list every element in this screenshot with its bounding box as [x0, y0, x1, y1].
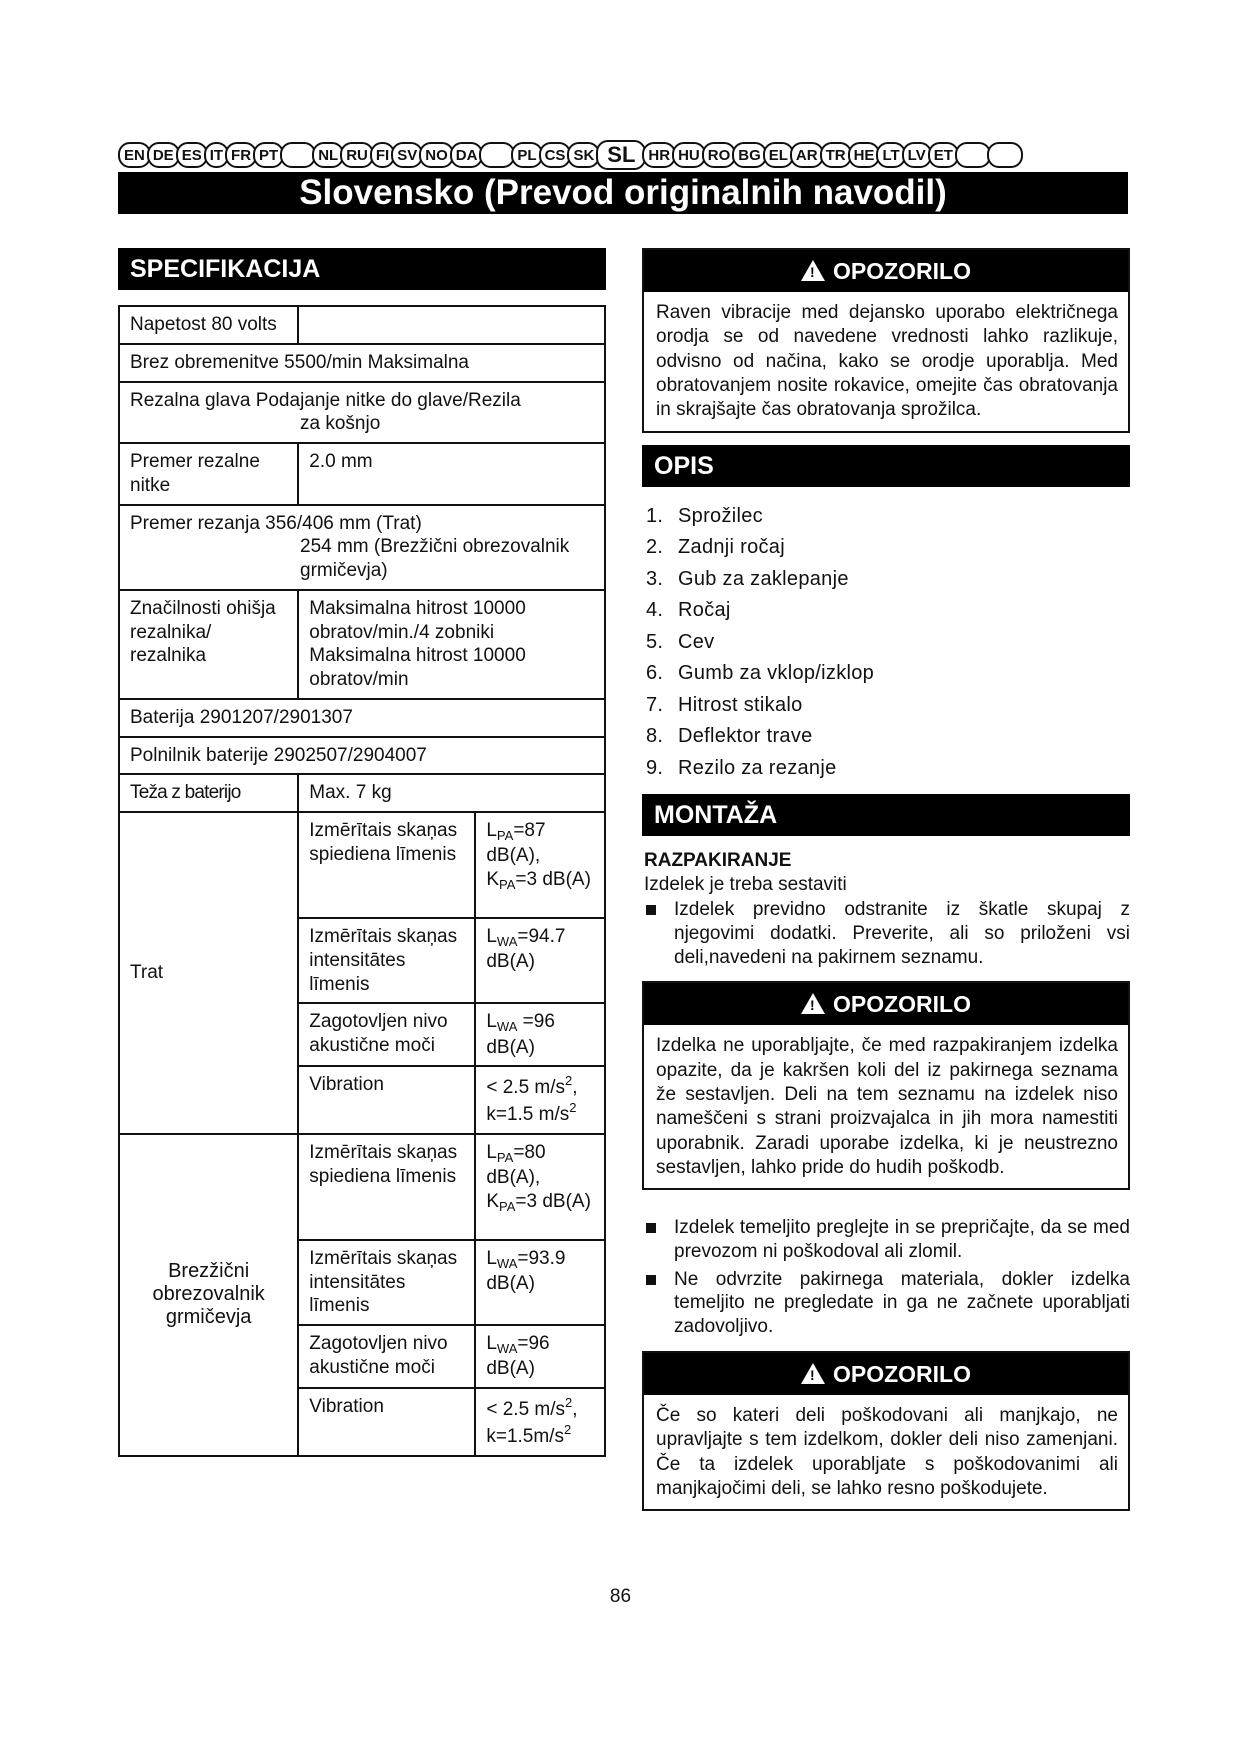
unpacking-subheading: RAZPAKIRANJE	[644, 850, 792, 872]
language-tab-el[interactable]: EL	[763, 142, 794, 168]
item-number: 4.	[646, 599, 664, 622]
spec-label: Napetost 80 volts	[119, 306, 298, 344]
warning-header	[644, 1353, 1128, 1395]
spec-label: Premer rezalne nitke	[119, 443, 298, 505]
unpacking-list	[642, 898, 1130, 969]
vibration-value: < 2.5 m/s	[486, 1399, 566, 1420]
noise-subscript: WA	[496, 934, 518, 949]
list-item: Izdelek temeljito preglejte in se prepričajte, da se med prevozom ni poškodoval ali zlomil.	[642, 1216, 1130, 1264]
language-tab-hr[interactable]: HR	[642, 142, 676, 168]
list-item	[646, 721, 1130, 753]
noise-subscript: WA	[496, 1019, 518, 1035]
spec-row	[119, 590, 605, 699]
noise-value-text: =3 dB(A)	[515, 1190, 591, 1212]
warning-box-assembly	[642, 981, 1130, 1190]
spec-label	[119, 382, 605, 444]
language-tab-et[interactable]: ET	[928, 142, 959, 168]
spec-table	[118, 305, 606, 1457]
warning-header	[644, 250, 1128, 292]
noise-param: Vibration	[298, 1066, 475, 1134]
noise-value	[475, 1325, 605, 1388]
language-tab-de[interactable]: DE	[147, 142, 180, 168]
item-label: Hitrost stikalo	[678, 693, 803, 716]
vibration-value: < 2.5 m/s	[486, 1077, 566, 1099]
language-tab-ru[interactable]: RU	[340, 142, 374, 168]
spec-row	[119, 443, 605, 505]
superscript: 2	[565, 1395, 573, 1410]
noise-value	[475, 1003, 605, 1066]
group-label-trimmer: Brezžični obrezovalnik grmičevja	[119, 1134, 298, 1456]
noise-param: Izmērītais skaņas spiediena līmenis	[298, 812, 475, 918]
noise-param: Vibration	[298, 1388, 475, 1456]
list-item	[646, 658, 1130, 690]
item-number: 6.	[646, 662, 664, 685]
noise-symbol: L	[486, 820, 497, 841]
noise-subscript: PA	[499, 877, 516, 892]
warning-box-damage	[642, 1351, 1130, 1511]
language-tab-blank[interactable]	[280, 142, 316, 168]
warning-icon: !	[801, 993, 825, 1014]
language-tab-ro[interactable]: RO	[702, 142, 737, 168]
noise-value	[475, 918, 605, 1003]
noise-value-text: =94.7 dB(A)	[486, 926, 566, 973]
inspection-list	[642, 1216, 1130, 1339]
noise-symbol: L	[486, 926, 497, 947]
spec-row	[119, 344, 605, 382]
noise-subscript: PA	[496, 1149, 514, 1165]
noise-param: Zagotovljen nivo akustične moči	[298, 1003, 475, 1066]
item-label: Zadnji ročaj	[678, 536, 785, 559]
spec-row	[119, 737, 605, 775]
language-tab-fr[interactable]: FR	[225, 142, 257, 168]
warning-icon: !	[801, 1363, 825, 1384]
spec-row	[119, 382, 605, 444]
noise-symbol: L	[486, 1011, 497, 1033]
noise-subscript: WA	[496, 1255, 518, 1271]
noise-value-text: =96 dB(A)	[486, 1333, 550, 1380]
vibration-k: k=1.5 m/s	[486, 1104, 570, 1125]
spec-label	[119, 505, 605, 590]
spec-row	[119, 505, 605, 590]
noise-value	[475, 812, 605, 918]
spec-label: Baterija 2901207/2901307	[119, 699, 605, 737]
list-item	[646, 564, 1130, 596]
language-tab-en[interactable]: EN	[118, 142, 151, 168]
parts-list	[646, 501, 1130, 785]
spec-value: Max. 7 kg	[298, 774, 605, 812]
list-item	[646, 753, 1130, 785]
noise-subscript: PA	[499, 1198, 516, 1214]
spec-value: 254 mm (Brezžični obrezovalnik grmičevja)	[300, 536, 570, 581]
spec-row	[119, 699, 605, 737]
warning-header	[644, 983, 1128, 1025]
right-column	[642, 248, 1130, 1511]
noise-subscript: WA	[496, 1341, 518, 1356]
montaza-heading: MONTAŽA	[642, 794, 1130, 836]
warning-text: Izdelka ne uporabljajte, če med razpakiranjem izdelka opazite, da je kakršen koli del iz pakirnega seznama že sestavljen. Deli na tem seznamu na izdelek niso nameščeni s strani proizvajalca in jih mora namestiti uporabnik. Zaradi uporabe izdelka, ki je neustrezno sestavljen, lahko pride do hudih poškodb.	[656, 1035, 1118, 1178]
spec-row	[119, 774, 605, 812]
item-number: 8.	[646, 725, 664, 748]
language-tab-bg[interactable]: BG	[732, 142, 767, 168]
spec-section	[118, 248, 606, 290]
item-label: Sprožilec	[678, 504, 763, 527]
language-tab-cs[interactable]: CS	[539, 142, 572, 168]
noise-symbol: L	[486, 1333, 497, 1354]
spec-value	[298, 306, 605, 344]
list-item: Ne odvrzite pakirnega materiala, dokler izdelka temeljito ne pregledate in ga ne začnete uporabljati zadovoljivo.	[642, 1268, 1130, 1339]
noise-param: Izmērītais skaņas spiediena līmenis	[298, 1134, 475, 1240]
noise-symbol: K	[486, 1190, 500, 1212]
noise-param: Izmērītais skaņas intensitātes līmenis	[298, 1240, 475, 1325]
item-label: Deflektor trave	[678, 725, 813, 748]
spec-label: Teža z baterijo	[119, 774, 298, 812]
language-tab-ar[interactable]: AR	[790, 142, 824, 168]
spec-label: Značilnosti ohišja rezalnika/ rezalnika	[119, 590, 298, 699]
spec-value: Maksimalna hitrost 10000 obratov/min./4 zobniki Maksimalna hitrost 10000 obratov/min	[298, 590, 605, 699]
item-number: 9.	[646, 756, 664, 779]
language-tab-sv[interactable]: SV	[391, 142, 423, 168]
language-tab-da[interactable]: DA	[450, 142, 484, 168]
noise-param: Zagotovljen nivo akustične moči	[298, 1325, 475, 1388]
page-title: Slovensko (Prevod originalnih navodil)	[118, 172, 1128, 214]
spec-heading: SPECIFIKACIJA	[118, 248, 606, 290]
superscript: 2	[569, 1100, 577, 1115]
page-number: 86	[609, 1586, 632, 1607]
item-number: 5.	[646, 630, 664, 653]
warning-heading: OPOZORILO	[833, 991, 971, 1018]
noise-value-text: =93.9 dB(A)	[486, 1247, 566, 1294]
noise-value-text: =87 dB(A),	[486, 820, 546, 867]
noise-row	[119, 1134, 605, 1240]
item-number: 1.	[646, 504, 664, 527]
list-item	[646, 690, 1130, 722]
noise-value	[475, 1388, 605, 1456]
noise-value-text: =80 dB(A),	[486, 1141, 546, 1188]
warning-text: Raven vibracije med dejansko uporabo električnega orodja se od navedene vrednosti lahko razlikuje, odvisno od načina, kako se orodje uporablja. Med obratovanjem nosite rokavice, omejite čas obratovanja in skrajšajte čas obratovanja sprožilca.	[656, 302, 1118, 421]
spec-label-text: Rezalna glava Podajanje nitke do glave/Rezila	[130, 389, 521, 411]
list-item	[646, 627, 1130, 659]
item-label: Rezilo za rezanje	[678, 756, 837, 779]
spec-label-text: Premer rezanja 356/406 mm (Trat)	[130, 512, 422, 534]
list-item	[646, 532, 1130, 564]
list-item	[646, 501, 1130, 533]
noise-symbol: K	[486, 869, 500, 890]
comma: ,	[572, 1399, 578, 1420]
noise-value-text: =3 dB(A)	[515, 869, 591, 890]
noise-value-text: =96 dB(A)	[486, 1011, 555, 1058]
language-tab-tr[interactable]: TR	[820, 142, 852, 168]
superscript: 2	[565, 1073, 573, 1089]
vibration-k: k=1.5m/s	[486, 1425, 564, 1447]
language-tab-no[interactable]: NO	[419, 142, 454, 168]
language-tab-it[interactable]: IT	[204, 142, 229, 168]
language-tab-blank[interactable]	[479, 142, 515, 168]
list-item	[646, 595, 1130, 627]
spec-label: Polnilnik baterije 2902507/2904007	[119, 737, 605, 775]
language-tab-lt[interactable]: LT	[876, 142, 905, 168]
warning-box-vibration	[642, 248, 1130, 433]
item-number: 2.	[646, 536, 664, 559]
spec-row	[119, 306, 605, 344]
warning-text: Če so kateri deli poškodovani ali manjkajo, ne upravljajte s tem izdelkom, dokler deli niso zamenjani. Če ta izdelek uporabljate s poškodovanimi ali manjkajočimi deli, se lahko resno poškodujete.	[656, 1404, 1118, 1499]
group-label-trat: Trat	[119, 812, 298, 1134]
language-tab-sk[interactable]: SK	[567, 142, 600, 168]
warning-icon: !	[801, 260, 825, 281]
noise-symbol: L	[486, 1247, 497, 1269]
language-tab-hu[interactable]: HU	[672, 142, 706, 168]
superscript: 2	[563, 1421, 572, 1437]
language-tab-he[interactable]: HE	[848, 142, 881, 168]
item-label: Gub za zaklepanje	[678, 567, 849, 590]
language-tab-fi[interactable]: FI	[370, 142, 395, 168]
noise-value	[475, 1240, 605, 1325]
spec-label: Brez obremenitve 5500/min Maksimalna	[119, 344, 605, 382]
noise-row	[119, 812, 605, 918]
language-tab-sl[interactable]: SL	[596, 140, 646, 170]
list-item: Izdelek previdno odstranite iz škatle skupaj z njegovimi dodatki. Preverite, ali so priloženi vsi deli,navedeni na pakirnem seznamu.	[642, 898, 1130, 969]
language-tabs	[118, 142, 1128, 168]
opis-heading: OPIS	[642, 445, 1130, 487]
language-tab-pt[interactable]: PT	[253, 142, 284, 168]
language-tab-blank[interactable]	[955, 142, 991, 168]
item-number: 3.	[646, 567, 664, 590]
language-tab-blank[interactable]	[987, 142, 1023, 168]
noise-value	[475, 1134, 605, 1240]
unpacking-intro: Izdelek je treba sestaviti	[644, 874, 847, 896]
warning-heading: OPOZORILO	[833, 258, 971, 284]
language-tab-lv[interactable]: LV	[902, 142, 932, 168]
item-label: Cev	[678, 630, 715, 653]
item-label: Gumb za vklop/izklop	[678, 662, 875, 685]
language-tab-nl[interactable]: NL	[312, 142, 344, 168]
warning-heading: OPOZORILO	[833, 1360, 971, 1387]
comma: ,	[572, 1077, 578, 1099]
language-tab-pl[interactable]: PL	[511, 142, 542, 168]
language-tab-es[interactable]: ES	[176, 142, 208, 168]
noise-value	[475, 1066, 605, 1134]
spec-value: za košnjo	[300, 413, 381, 435]
noise-symbol: L	[486, 1141, 497, 1163]
spec-value: 2.0 mm	[298, 443, 605, 505]
item-number: 7.	[646, 693, 664, 716]
noise-subscript: PA	[496, 828, 514, 843]
item-label: Ročaj	[678, 599, 731, 622]
noise-param: Izmērītais skaņas intensitātes līmenis	[298, 918, 475, 1003]
